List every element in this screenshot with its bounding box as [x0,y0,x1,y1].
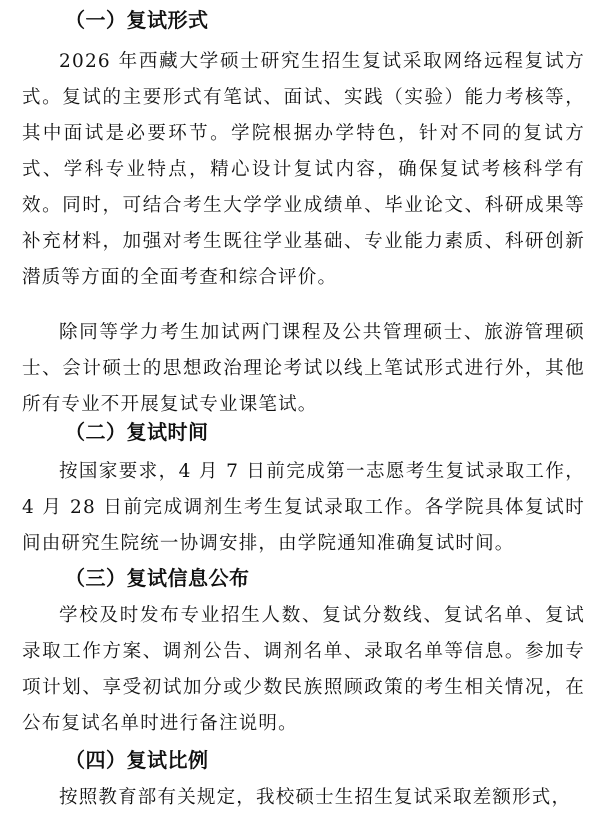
section-4-paragraph-1: 按照教育部有关规定，我校硕士生招生复试采取差额形式， [59,787,572,808]
section-heading-4: （四）复试比例 [65,748,209,772]
section-heading-2: （二）复试时间 [65,420,209,444]
section-heading-3: （三）复试信息公布 [65,566,250,590]
section-2-paragraph-1: 按国家要求，4 月 7 日前完成第一志愿考生复试录取工作，4 月 28 日前完成调剂生考生复试录取工作。各学院具体复试时间由研究生院统一协调安排，由学院通知准确复试时间。 [22,461,585,554]
section-1-paragraph-2: 除同等学力考生加试两门课程及公共管理硕士、旅游管理硕士、会计硕士的思想政治理论考试以线上笔试形式进行外，其他所有专业不开展复试专业课笔试。 [22,322,585,415]
section-3-paragraph-1: 学校及时发布专业招生人数、复试分数线、复试名单、复试录取工作方案、调剂公告、调剂名单、录取名单等信息。参加专项计划、享受初试加分或少数民族照顾政策的考生相关情况，在公布复试名单时进行备注说明。 [22,605,585,734]
section-heading-1: （一）复试形式 [65,8,209,32]
section-1-paragraph-1: 2026 年西藏大学硕士研究生招生复试采取网络远程复试方式。复试的主要形式有笔试、面试、实践（实验）能力考核等，其中面试是必要环节。学院根据办学特色，针对不同的复试方式、学科专业特点，精心设计复试内容，确保复试考核科学有效。同时，可结合考生大学学业成绩单、毕业论文、科研成果等补充材料，加强对考生既往学业基础、专业能力素质、科研创新潜质等方面的全面考查和综合评价。 [22,51,585,288]
